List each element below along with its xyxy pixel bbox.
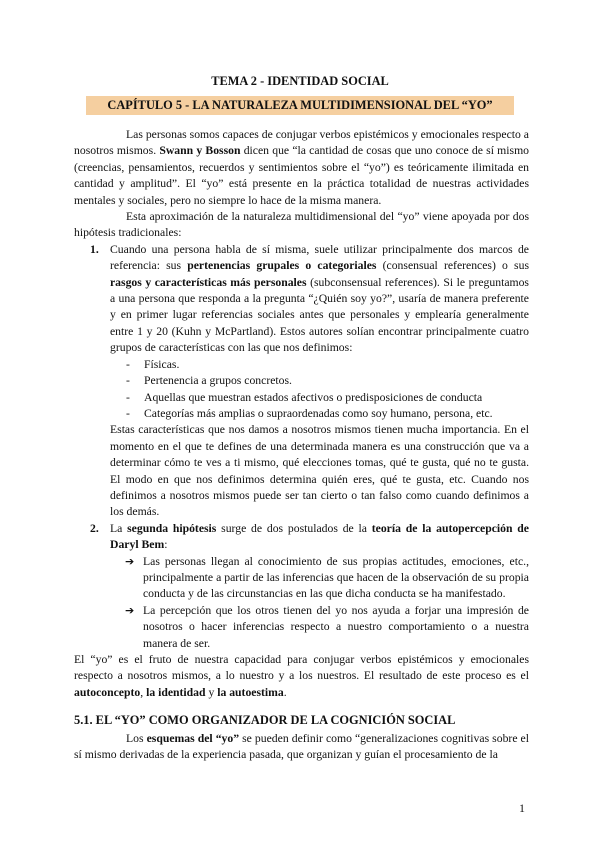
list-item-text: La percepción que los otros tienen del yo nos ayuda a forjar una impresión de nosotros o hacer inferencias respecto a nuestro comportamiento o a nuestra manera de ser. [143, 603, 529, 650]
arrow-right-icon: ➔ [125, 554, 135, 568]
conclusion-text-d: . [283, 685, 287, 699]
list-item [110, 390, 529, 406]
section-text-b: se pueden definir como “generalizaciones cognitivas sobre el sí mismo derivadas de la experiencia pasada, que organizan y guían el procesamiento de la [74, 732, 529, 762]
arrow-right-icon: ➔ [125, 603, 135, 617]
dash-marker: - [126, 406, 130, 420]
list-item-text: Aquellas que muestran estados afectivos o predisposiciones de conducta [144, 390, 483, 404]
dash-marker: - [126, 390, 130, 404]
list-item [110, 373, 529, 389]
list-item-text: Categorías más amplias o supraordenadas como soy humano, persona, etc. [144, 406, 493, 420]
list-item [110, 554, 529, 603]
hypothesis-1-followup: Estas características que nos damos a nosotros mismos tienen mucha importancia. En el momento en el que te defines de una determinada manera es una construcción que va a determinar cómo te ves a ti mismo, qué elecciones tomas, qué te gusta, qué no te gusta. El modo en que nos definimos determina quién eres, qué te gusta, etc. Cuando nos definimos a nosotros mismos puede ser tan cierto o tan falso como cuando definimos a los demás. [110, 423, 529, 519]
hypotheses-list [74, 242, 529, 652]
list-item [110, 357, 529, 373]
hypothesis-2 [74, 521, 529, 652]
intro-paragraph [74, 127, 529, 209]
intro-authors: Swann y Bosson [159, 144, 241, 158]
hypothesis-2-bold-a: segunda hipótesis [127, 521, 217, 535]
hypothesis-1 [74, 242, 529, 521]
conclusion-text-c: y [205, 685, 218, 699]
body-text [74, 127, 529, 701]
list-item-text: Pertenencia a grupos concretos. [144, 374, 292, 388]
conclusion-text-a: El “yo” es el fruto de nuestra capacidad para conjugar verbos epistémicos y emocionales respecto a nosotros mismos, a lo nuestro y a los nuestros. El resultado de este proceso es el [74, 653, 529, 683]
list-item [110, 406, 529, 422]
hypothesis-2-text-a: La [110, 521, 128, 535]
postulates-list [110, 554, 529, 652]
characteristics-list [110, 357, 529, 423]
conclusion-bold-a: autoconcepto [74, 685, 141, 699]
section-bold-a: esquemas del “yo” [146, 732, 240, 745]
section-paragraph [74, 731, 529, 764]
chapter-title: CAPÍTULO 5 - LA NATURALEZA MULTIDIMENSIONAL DEL “YO” [86, 96, 514, 115]
hypotheses-intro: Esta aproximación de la naturaleza multidimensional del “yo” viene apoyada por dos hipótesis tradicionales: [74, 210, 529, 240]
conclusion-text-b: , [140, 685, 147, 699]
hypothesis-1-text-c: (subconsensual references). Si le preguntamos a una persona que responda a la pregunta “¿Quién soy yo?”, usaría de manera preferente y en primer lugar referencias sociales antes que personales y emplearía generalmente entre 1 y 20 (Kuhn y McPartland). Estos autores solían encontrar principalmente cuatro grupos de características con las que nos definimos: [110, 275, 529, 355]
topic-title: TEMA 2 - IDENTIDAD SOCIAL [211, 74, 389, 88]
dash-marker: - [126, 357, 130, 371]
hypothesis-1-bold-b: rasgos y características más personales [110, 275, 307, 289]
hypothesis-2-text-c: : [164, 538, 168, 552]
list-item-text: Las personas llegan al conocimiento de sus propias actitudes, emociones, etc., principalmente a partir de las inferencias que hacen de la observación de su propia conducta y de las circunstancias en las que dicha conducta se ha manifestado. [143, 554, 529, 601]
hypothesis-number: 2. [90, 521, 99, 535]
hypothesis-2-text-b: surge de dos postulados de la [216, 521, 372, 535]
hypothesis-number: 1. [90, 242, 99, 256]
list-item [110, 603, 529, 652]
section-text-a: Los [126, 732, 147, 745]
dash-marker: - [126, 374, 130, 388]
intro-sentence-1: Las personas somos capaces de conjugar verbos epistémicos y emocionales respecto a nosotros mismos. [74, 128, 529, 158]
page-number: 1 [519, 801, 525, 815]
hypothesis-1-text-a: Cuando una persona habla de sí misma, suele utilizar principalmente dos marcos de referencia: sus [110, 242, 529, 273]
conclusion-paragraph [74, 652, 529, 701]
hypothesis-1-bold-a: pertenencias grupales o categoriales [187, 259, 377, 273]
hypothesis-2-bold-b: teoría de la autopercepción de Daryl Bem [110, 521, 529, 552]
section-paragraph-text [74, 731, 529, 764]
hypothesis-1-text-b: (consensual references) o sus [376, 259, 529, 273]
list-item-text: Físicas. [144, 357, 180, 371]
section-heading: 5.1. EL “YO” COMO ORGANIZADOR DE LA COGNICIÓN SOCIAL [74, 713, 456, 727]
intro-sentence-2: dicen que “la cantidad de cosas que uno conoce de sí mismo (creencias, pensamientos, recuerdos y sentimientos sobre el “yo”) es teóricamente ilimitada en cantidad y amplitud”. El “yo” está presente en la práctica totalidad de nuestras actividades mentales y sociales, pero no siempre lo hace de la misma manera. [74, 144, 530, 207]
conclusion-bold-b: la identidad [146, 685, 206, 699]
conclusion-bold-c: la autoestima [217, 685, 284, 699]
